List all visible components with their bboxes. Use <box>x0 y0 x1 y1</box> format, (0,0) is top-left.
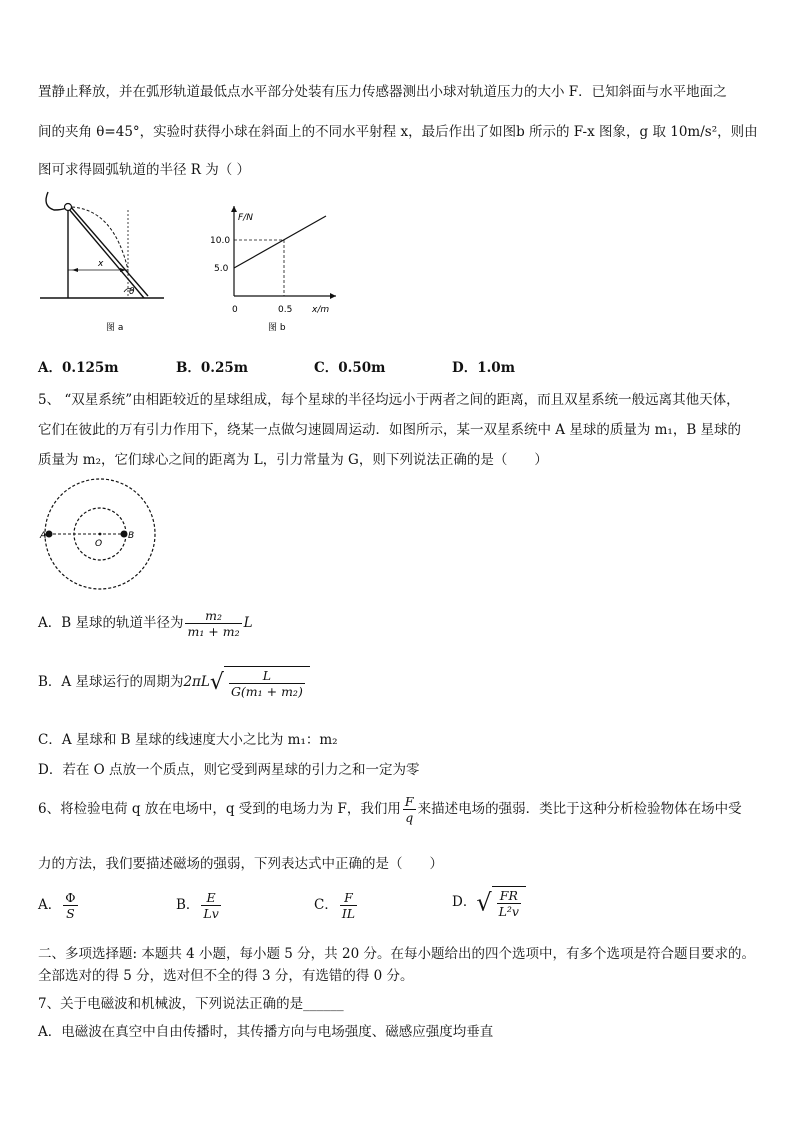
y-tick-10: 10.0 <box>210 236 231 246</box>
q5-stem-line-1: 5、 “双星系统”由相距较近的星球组成，每个星球的半径均远小于两者之间的距离，而且双星系统一般远离其他天体， <box>38 392 740 408</box>
q6-option-d-denominator: L²v <box>498 904 519 919</box>
q6-option-a[interactable] <box>38 890 80 921</box>
star-a <box>46 531 53 538</box>
q6-option-c-label: C． <box>314 897 338 913</box>
figure-b-graph <box>208 200 338 335</box>
q5-option-b-coef: 2πL <box>183 674 210 690</box>
q6-option-a-label: A． <box>38 897 62 913</box>
star-b <box>121 531 128 538</box>
q6-option-b[interactable] <box>176 890 223 921</box>
q4-option-a[interactable]: A．0.125m <box>38 360 119 376</box>
label-b: B <box>128 531 135 541</box>
origin-label: 0 <box>232 305 238 315</box>
figure-a-x-label: x <box>98 259 104 269</box>
f-x-line <box>234 216 326 268</box>
q5-option-a-denominator: m₁ + m₂ <box>187 624 240 639</box>
q6-stem-numerator: F <box>404 794 414 809</box>
q6-option-b-label: B． <box>176 897 200 913</box>
q6-option-a-fraction <box>63 890 77 921</box>
q5-option-a[interactable] <box>38 608 253 639</box>
q6-option-b-fraction <box>201 890 220 921</box>
figure-b-caption: 图 b <box>268 323 286 333</box>
q5-option-b-fraction <box>229 668 305 699</box>
y-tick-5: 5.0 <box>214 264 229 274</box>
label-a: A <box>40 531 47 541</box>
q6-option-b-denominator: Lv <box>203 906 219 921</box>
sqrt-icon: √ <box>209 670 224 695</box>
q6-option-c-fraction <box>340 890 357 921</box>
section-2-line-1: 二、多项选择题: 本题共 4 小题，每小题 5 分，共 20 分。在每小题给出的四个选项中，有多个选项是符合题目要求的。 <box>38 946 755 962</box>
q5-stem-line-2: 它们在彼此的万有引力作用下，绕某一点做匀速圆周运动．如图所示，某一双星系统中 A 星球的质量为 m₁，B 星球的 <box>38 422 742 438</box>
binary-star-figure <box>36 476 166 594</box>
q6-stem-line-2: 力的方法，我们要描述磁场的强弱，下列表达式中正确的是（ ） <box>38 856 443 872</box>
q6-option-d[interactable] <box>452 886 526 919</box>
sqrt-icon: √ <box>476 888 492 917</box>
q5-option-d[interactable]: D．若在 O 点放一个质点，则它受到两星球的引力之和一定为零 <box>38 762 420 778</box>
y-axis-label: F/N <box>238 213 253 223</box>
q6-option-d-label: D． <box>452 894 477 910</box>
q5-option-b-denominator: G(m₁ + m₂) <box>230 684 303 699</box>
x-axis-label: x/m <box>312 305 330 315</box>
section-2-line-2: 全部选对的得 5 分，选对但不全的得 3 分，有选错的得 0 分。 <box>38 968 414 984</box>
q4-option-d[interactable]: D．1.0m <box>452 360 515 376</box>
label-o: O <box>95 539 103 549</box>
q6-option-c-numerator: F <box>344 890 353 905</box>
q5-option-a-suffix: L <box>243 615 253 631</box>
q5-stem-line-3: 质量为 m₂，它们球心之间的距离为 L，引力常量为 G，则下列说法正确的是（ ） <box>38 452 548 468</box>
q6-option-b-numerator: E <box>206 890 216 905</box>
q5-option-a-fraction <box>185 608 241 639</box>
q4-option-c[interactable]: C．0.50m <box>314 360 386 376</box>
q4-stem-line-2: 间的夹角 θ=45°，实验时获得小球在斜面上的不同水平射程 x，最后作出了如图b 所示的 F-x 图象，g 取 10m/s²，则由 <box>38 124 758 140</box>
q6-stem-post: 来描述电场的强弱．类比于这种分析检验物体在场中受 <box>417 801 742 817</box>
figure-a-theta-label: θ <box>129 287 135 297</box>
q4-option-b[interactable]: B．0.25m <box>176 360 249 376</box>
q6-option-a-denominator: S <box>63 905 77 921</box>
q6-stem-denominator: q <box>403 809 416 825</box>
q6-option-c[interactable] <box>314 890 359 921</box>
figure-a <box>36 190 166 340</box>
q5-option-a-numerator: m₂ <box>205 608 222 623</box>
q6-option-a-numerator: Φ <box>65 890 76 905</box>
figure-a-caption: 图 a <box>106 323 124 333</box>
q5-option-b-text: B．A 星球运行的周期为 <box>38 674 184 690</box>
q6-stem-line-1 <box>38 794 742 825</box>
q5-option-c[interactable]: C．A 星球和 B 星球的线速度大小之比为 m₁：m₂ <box>38 732 338 748</box>
q4-stem-line-3: 图可求得圆弧轨道的半径 R 为（ ） <box>38 162 251 178</box>
q5-option-b-numerator: L <box>262 668 272 683</box>
x-tick-0-5: 0.5 <box>278 305 293 315</box>
q6-option-d-numerator: FR <box>499 888 518 903</box>
q5-option-b[interactable] <box>38 666 310 699</box>
q7-option-a[interactable]: A．电磁波在真空中自由传播时，其传播方向与电场强度、磁感应强度均垂直 <box>38 1024 494 1040</box>
q7-stem: 7、关于电磁波和机械波，下列说法正确的是______ <box>38 996 344 1012</box>
q4-stem-line-1: 置静止释放，并在弧形轨道最低点水平部分处装有压力传感器测出小球对轨道压力的大小 F．已知斜面与水平地面之 <box>38 84 727 100</box>
q6-option-c-denominator: IL <box>341 906 356 921</box>
q6-stem-pre: 6、将检验电荷 q 放在电场中，q 受到的电场力为 F，我们用 <box>38 801 401 817</box>
q6-option-d-fraction <box>497 888 521 919</box>
q5-option-a-text: A．B 星球的轨道半径为 <box>38 615 184 631</box>
q6-stem-fraction <box>403 794 416 825</box>
